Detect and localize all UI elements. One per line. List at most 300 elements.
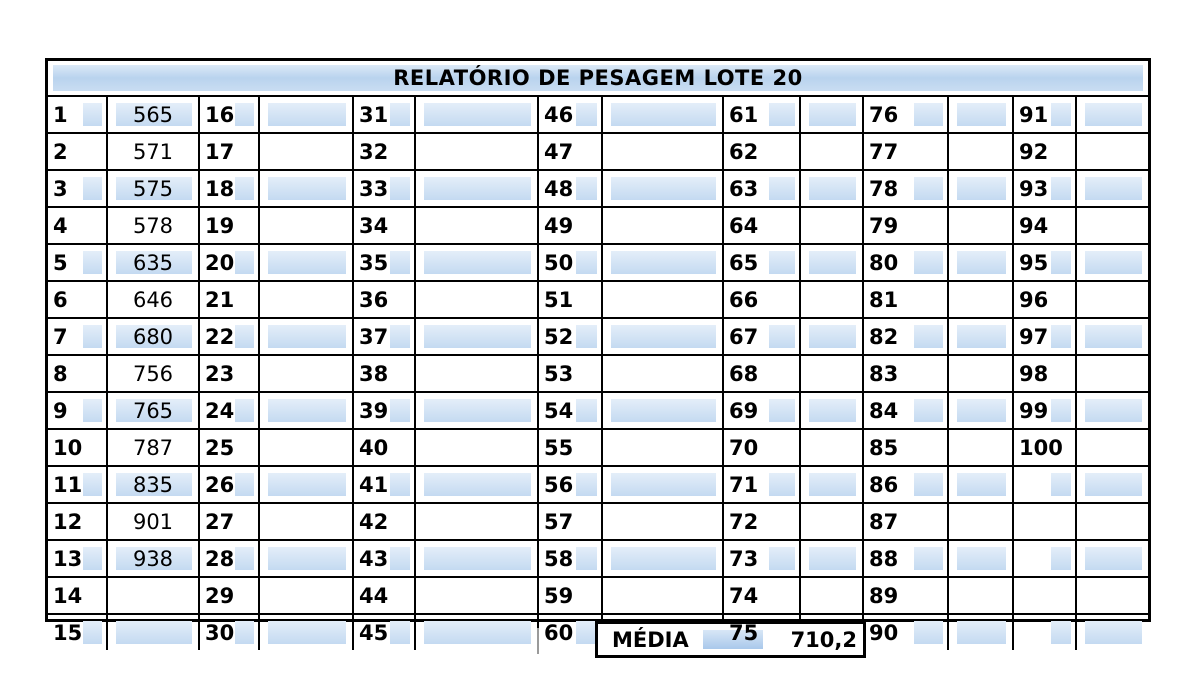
animal-number-cell[interactable]	[1013, 244, 1076, 281]
weight-cell[interactable]	[800, 207, 863, 244]
weight-cell[interactable]	[1076, 170, 1148, 207]
animal-number-cell[interactable]	[48, 318, 107, 355]
weight-cell[interactable]	[107, 577, 199, 614]
weight-cell[interactable]	[415, 429, 538, 466]
weight-cell[interactable]	[1076, 133, 1148, 170]
weight-value: 578	[132, 213, 174, 238]
animal-number-cell[interactable]	[353, 392, 415, 429]
animal-number: 51	[544, 287, 574, 312]
weight-cell[interactable]	[602, 355, 723, 392]
animal-number-cell[interactable]	[863, 244, 948, 281]
weight-cell[interactable]	[800, 133, 863, 170]
animal-number-cell[interactable]	[353, 503, 415, 540]
animal-number: 69	[729, 398, 759, 423]
animal-number: 21	[205, 287, 235, 312]
animal-number: 60	[544, 620, 574, 645]
animal-number-cell[interactable]	[723, 244, 800, 281]
animal-number-cell[interactable]	[353, 97, 415, 133]
weight-cell[interactable]	[948, 503, 1013, 540]
animal-number-cell[interactable]	[48, 429, 107, 466]
animal-number: 17	[205, 139, 235, 164]
weight-cell[interactable]	[259, 540, 353, 577]
animal-number: 47	[544, 139, 574, 164]
weight-cell[interactable]	[602, 392, 723, 429]
animal-number-cell[interactable]	[199, 244, 259, 281]
animal-number-cell[interactable]	[538, 466, 602, 503]
animal-number-cell[interactable]	[723, 355, 800, 392]
weight-cell[interactable]	[948, 133, 1013, 170]
animal-number-cell[interactable]	[723, 392, 800, 429]
animal-number-cell[interactable]	[199, 540, 259, 577]
weight-cell[interactable]	[415, 97, 538, 133]
animal-number-cell[interactable]	[538, 429, 602, 466]
animal-number-cell[interactable]	[1013, 503, 1076, 540]
animal-number-cell[interactable]	[199, 503, 259, 540]
animal-number-cell[interactable]	[863, 503, 948, 540]
weight-cell[interactable]	[107, 244, 199, 281]
animal-number: 72	[729, 509, 759, 534]
weight-cell[interactable]	[415, 281, 538, 318]
animal-number-cell[interactable]	[538, 503, 602, 540]
weight-cell[interactable]	[800, 577, 863, 614]
animal-number: 7	[53, 324, 68, 349]
animal-number-cell[interactable]	[353, 466, 415, 503]
weight-cell[interactable]	[800, 97, 863, 133]
animal-number: 11	[53, 472, 83, 497]
animal-number-cell[interactable]	[199, 170, 259, 207]
animal-number-cell[interactable]	[538, 318, 602, 355]
animal-number-cell[interactable]	[353, 170, 415, 207]
weight-cell[interactable]	[415, 133, 538, 170]
average-label: MÉDIA	[612, 627, 689, 652]
weight-value: 646	[132, 287, 174, 312]
animal-number-cell[interactable]	[199, 133, 259, 170]
weight-cell[interactable]	[1076, 392, 1148, 429]
animal-number-cell[interactable]	[1013, 281, 1076, 318]
table-row	[48, 540, 1148, 577]
animal-number-cell[interactable]	[1013, 97, 1076, 133]
weight-cell[interactable]	[948, 355, 1013, 392]
animal-number-cell[interactable]	[199, 429, 259, 466]
animal-number: 18	[205, 176, 235, 201]
weight-cell[interactable]	[415, 355, 538, 392]
animal-number-cell[interactable]	[538, 244, 602, 281]
weight-value: 835	[132, 472, 174, 497]
weight-cell[interactable]	[602, 318, 723, 355]
weight-cell[interactable]	[602, 244, 723, 281]
weight-cell[interactable]	[800, 540, 863, 577]
animal-number-cell[interactable]	[723, 133, 800, 170]
animal-number-cell[interactable]	[353, 577, 415, 614]
animal-number-cell[interactable]	[1013, 614, 1076, 650]
weight-cell[interactable]	[259, 392, 353, 429]
weight-cell[interactable]	[107, 355, 199, 392]
animal-number-cell[interactable]	[1013, 207, 1076, 244]
animal-number: 27	[205, 509, 235, 534]
weight-cell[interactable]	[602, 429, 723, 466]
animal-number-cell[interactable]	[538, 392, 602, 429]
weight-cell[interactable]	[800, 244, 863, 281]
animal-number: 3	[53, 176, 68, 201]
animal-number-cell[interactable]	[48, 392, 107, 429]
animal-number-cell[interactable]	[538, 614, 602, 650]
table-row	[48, 133, 1148, 170]
animal-number-cell[interactable]	[863, 577, 948, 614]
weight-cell[interactable]	[948, 244, 1013, 281]
animal-number: 15	[53, 620, 83, 645]
animal-number-cell[interactable]	[48, 170, 107, 207]
weight-cell[interactable]	[800, 355, 863, 392]
weight-cell[interactable]	[259, 355, 353, 392]
animal-number: 58	[544, 546, 574, 571]
animal-number-cell[interactable]	[1013, 540, 1076, 577]
weight-cell[interactable]	[107, 281, 199, 318]
table-row	[48, 97, 1148, 133]
animal-number: 70	[729, 435, 759, 460]
animal-number: 75	[729, 620, 759, 645]
weights-table	[48, 97, 1148, 650]
table-row	[48, 577, 1148, 614]
animal-number: 73	[729, 546, 759, 571]
weight-value: 901	[132, 509, 174, 534]
animal-number-cell[interactable]	[1013, 170, 1076, 207]
animal-number-cell[interactable]	[538, 540, 602, 577]
weight-cell[interactable]	[948, 97, 1013, 133]
weight-cell[interactable]	[107, 540, 199, 577]
animal-number-cell[interactable]	[353, 133, 415, 170]
animal-number: 22	[205, 324, 235, 349]
animal-number-cell[interactable]	[723, 429, 800, 466]
animal-number-cell[interactable]	[863, 355, 948, 392]
animal-number: 89	[869, 583, 899, 608]
animal-number-cell[interactable]	[863, 614, 948, 650]
weight-cell[interactable]	[107, 207, 199, 244]
animal-number-cell[interactable]	[1013, 392, 1076, 429]
weight-value: 787	[132, 435, 174, 460]
animal-number: 71	[729, 472, 759, 497]
weight-cell[interactable]	[415, 614, 538, 650]
animal-number-cell[interactable]	[723, 318, 800, 355]
weight-cell[interactable]	[415, 318, 538, 355]
weight-cell[interactable]	[259, 244, 353, 281]
animal-number-cell[interactable]	[353, 614, 415, 650]
animal-number: 79	[869, 213, 899, 238]
weight-cell[interactable]	[1076, 318, 1148, 355]
animal-number-cell[interactable]	[538, 281, 602, 318]
animal-number-cell[interactable]	[199, 577, 259, 614]
animal-number: 8	[53, 361, 68, 386]
weight-cell[interactable]	[800, 318, 863, 355]
weight-cell[interactable]	[107, 429, 199, 466]
weight-cell[interactable]	[800, 429, 863, 466]
weight-value: 565	[132, 102, 174, 127]
animal-number-cell[interactable]	[538, 355, 602, 392]
animal-number-cell[interactable]	[48, 133, 107, 170]
animal-number-cell[interactable]	[723, 540, 800, 577]
weight-cell[interactable]	[602, 281, 723, 318]
animal-number: 63	[729, 176, 759, 201]
animal-number: 62	[729, 139, 759, 164]
animal-number-cell[interactable]	[353, 244, 415, 281]
animal-number-cell[interactable]	[863, 392, 948, 429]
weight-cell[interactable]	[259, 466, 353, 503]
animal-number-cell[interactable]	[48, 503, 107, 540]
animal-number-cell[interactable]	[48, 540, 107, 577]
animal-number-cell[interactable]	[353, 281, 415, 318]
weight-cell[interactable]	[948, 281, 1013, 318]
animal-number-cell[interactable]	[48, 97, 107, 133]
weight-cell[interactable]	[1076, 540, 1148, 577]
weight-cell[interactable]	[602, 540, 723, 577]
animal-number: 40	[359, 435, 389, 460]
animal-number-cell[interactable]	[353, 540, 415, 577]
animal-number-cell[interactable]	[723, 207, 800, 244]
weight-cell[interactable]	[800, 170, 863, 207]
weight-cell[interactable]	[602, 207, 723, 244]
animal-number: 23	[205, 361, 235, 386]
weight-cell[interactable]	[602, 170, 723, 207]
animal-number: 54	[544, 398, 574, 423]
animal-number: 68	[729, 361, 759, 386]
weight-cell[interactable]	[107, 97, 199, 133]
weight-cell[interactable]	[1076, 503, 1148, 540]
animal-number: 19	[205, 213, 235, 238]
weight-cell[interactable]	[415, 466, 538, 503]
animal-number-cell[interactable]	[723, 466, 800, 503]
animal-number: 78	[869, 176, 899, 201]
animal-number-cell[interactable]	[538, 97, 602, 133]
weight-cell[interactable]	[259, 577, 353, 614]
animal-number: 1	[53, 102, 68, 127]
weight-cell[interactable]	[602, 466, 723, 503]
animal-number: 93	[1019, 176, 1049, 201]
animal-number-cell[interactable]	[48, 207, 107, 244]
weight-cell[interactable]	[948, 540, 1013, 577]
animal-number-cell[interactable]	[723, 281, 800, 318]
weight-cell[interactable]	[602, 503, 723, 540]
weight-value: 635	[132, 250, 174, 275]
animal-number-cell[interactable]	[199, 392, 259, 429]
weight-cell[interactable]	[107, 392, 199, 429]
weight-cell[interactable]	[107, 318, 199, 355]
weight-cell[interactable]	[948, 466, 1013, 503]
animal-number: 57	[544, 509, 574, 534]
animal-number: 85	[869, 435, 899, 460]
weight-value: 575	[132, 176, 174, 201]
animal-number-cell[interactable]	[1013, 355, 1076, 392]
animal-number-cell[interactable]	[1013, 466, 1076, 503]
weight-cell[interactable]	[259, 318, 353, 355]
animal-number-cell[interactable]	[199, 97, 259, 133]
weight-cell[interactable]	[1076, 244, 1148, 281]
animal-number-cell[interactable]	[353, 355, 415, 392]
animal-number: 13	[53, 546, 83, 571]
animal-number-cell[interactable]	[48, 281, 107, 318]
animal-number-cell[interactable]	[1013, 318, 1076, 355]
weight-cell[interactable]	[259, 97, 353, 133]
animal-number: 56	[544, 472, 574, 497]
table-row	[48, 207, 1148, 244]
animal-number: 4	[53, 213, 68, 238]
weight-cell[interactable]	[1076, 614, 1148, 650]
animal-number: 43	[359, 546, 389, 571]
weight-cell[interactable]	[415, 577, 538, 614]
animal-number-cell[interactable]	[353, 207, 415, 244]
animal-number: 9	[53, 398, 68, 423]
animal-number: 24	[205, 398, 235, 423]
table-row	[48, 466, 1148, 503]
weight-cell[interactable]	[415, 503, 538, 540]
animal-number-cell[interactable]	[723, 503, 800, 540]
weight-cell[interactable]	[800, 503, 863, 540]
weight-cell[interactable]	[1076, 281, 1148, 318]
weight-cell[interactable]	[415, 244, 538, 281]
animal-number: 88	[869, 546, 899, 571]
animal-number: 77	[869, 139, 899, 164]
animal-number-cell[interactable]	[863, 133, 948, 170]
animal-number-cell[interactable]	[199, 318, 259, 355]
animal-number: 50	[544, 250, 574, 275]
animal-number: 81	[869, 287, 899, 312]
animal-number: 53	[544, 361, 574, 386]
weight-cell[interactable]	[800, 392, 863, 429]
weight-cell[interactable]	[107, 466, 199, 503]
animal-number: 20	[205, 250, 235, 275]
weight-cell[interactable]	[259, 207, 353, 244]
weight-cell[interactable]	[415, 540, 538, 577]
weight-cell[interactable]	[1076, 466, 1148, 503]
animal-number-cell[interactable]	[863, 170, 948, 207]
animal-number-cell[interactable]	[538, 577, 602, 614]
animal-number: 49	[544, 213, 574, 238]
weight-value: 571	[132, 139, 174, 164]
weight-cell[interactable]	[259, 429, 353, 466]
weight-cell[interactable]	[948, 614, 1013, 650]
animal-number-cell[interactable]	[1013, 577, 1076, 614]
table-row	[48, 503, 1148, 540]
weight-cell[interactable]	[259, 133, 353, 170]
weight-cell[interactable]	[107, 133, 199, 170]
animal-number: 87	[869, 509, 899, 534]
animal-number: 55	[544, 435, 574, 460]
report-title-bar	[48, 61, 1148, 97]
weight-cell[interactable]	[259, 614, 353, 650]
table-row	[48, 392, 1148, 429]
animal-number: 61	[729, 102, 759, 127]
animal-number-cell[interactable]	[863, 429, 948, 466]
animal-number-cell[interactable]	[863, 207, 948, 244]
animal-number: 99	[1019, 398, 1049, 423]
weight-cell[interactable]	[602, 97, 723, 133]
animal-number: 65	[729, 250, 759, 275]
animal-number: 38	[359, 361, 389, 386]
animal-number-cell[interactable]	[1013, 429, 1076, 466]
weight-cell[interactable]	[415, 392, 538, 429]
animal-number: 76	[869, 102, 899, 127]
animal-number-cell[interactable]	[48, 614, 107, 650]
animal-number-cell[interactable]	[863, 318, 948, 355]
animal-number-cell[interactable]	[538, 207, 602, 244]
weight-cell[interactable]	[1076, 97, 1148, 133]
animal-number: 36	[359, 287, 389, 312]
animal-number-cell[interactable]	[199, 207, 259, 244]
animal-number-cell[interactable]	[48, 244, 107, 281]
animal-number-cell[interactable]	[863, 540, 948, 577]
weight-cell[interactable]	[1076, 355, 1148, 392]
animal-number: 83	[869, 361, 899, 386]
animal-number: 33	[359, 176, 389, 201]
animal-number: 94	[1019, 213, 1049, 238]
weight-cell[interactable]	[800, 281, 863, 318]
animal-number-cell[interactable]	[538, 133, 602, 170]
animal-number: 37	[359, 324, 389, 349]
animal-number-cell[interactable]	[863, 466, 948, 503]
weight-cell[interactable]	[107, 614, 199, 650]
animal-number: 84	[869, 398, 899, 423]
weight-value: 756	[132, 361, 174, 386]
weight-cell[interactable]	[948, 392, 1013, 429]
weight-cell[interactable]	[1076, 429, 1148, 466]
weight-cell[interactable]	[948, 577, 1013, 614]
animal-number-cell[interactable]	[48, 466, 107, 503]
weight-cell[interactable]	[948, 318, 1013, 355]
animal-number: 48	[544, 176, 574, 201]
animal-number: 96	[1019, 287, 1049, 312]
weight-cell[interactable]	[415, 207, 538, 244]
animal-number: 98	[1019, 361, 1049, 386]
animal-number: 10	[53, 435, 83, 460]
weight-cell[interactable]	[259, 503, 353, 540]
animal-number-cell[interactable]	[863, 97, 948, 133]
weight-cell[interactable]	[948, 170, 1013, 207]
animal-number-cell[interactable]	[48, 577, 107, 614]
animal-number-cell[interactable]	[199, 281, 259, 318]
animal-number-cell[interactable]	[353, 429, 415, 466]
animal-number-cell[interactable]	[199, 614, 259, 650]
animal-number: 41	[359, 472, 389, 497]
weight-cell[interactable]	[948, 207, 1013, 244]
weight-cell[interactable]	[259, 281, 353, 318]
table-row	[48, 429, 1148, 466]
animal-number-cell[interactable]	[723, 170, 800, 207]
animal-number-cell[interactable]	[1013, 133, 1076, 170]
animal-number: 16	[205, 102, 235, 127]
animal-number-cell[interactable]	[199, 466, 259, 503]
weight-cell[interactable]	[1076, 577, 1148, 614]
animal-number-cell[interactable]	[538, 170, 602, 207]
animal-number: 31	[359, 102, 389, 127]
weight-cell[interactable]	[602, 577, 723, 614]
weight-cell[interactable]	[259, 170, 353, 207]
animal-number-cell[interactable]	[353, 318, 415, 355]
weight-cell[interactable]	[107, 503, 199, 540]
animal-number: 74	[729, 583, 759, 608]
weight-cell[interactable]	[107, 170, 199, 207]
weight-cell[interactable]	[415, 170, 538, 207]
weight-cell[interactable]	[800, 466, 863, 503]
weight-cell[interactable]	[602, 133, 723, 170]
animal-number-cell[interactable]	[723, 577, 800, 614]
animal-number-cell[interactable]	[863, 281, 948, 318]
table-row	[48, 318, 1148, 355]
animal-number-cell[interactable]	[48, 355, 107, 392]
weight-cell[interactable]	[1076, 207, 1148, 244]
animal-number-cell[interactable]	[199, 355, 259, 392]
animal-number-cell[interactable]	[723, 97, 800, 133]
animal-number: 42	[359, 509, 389, 534]
weight-cell[interactable]	[948, 429, 1013, 466]
animal-number: 46	[544, 102, 574, 127]
